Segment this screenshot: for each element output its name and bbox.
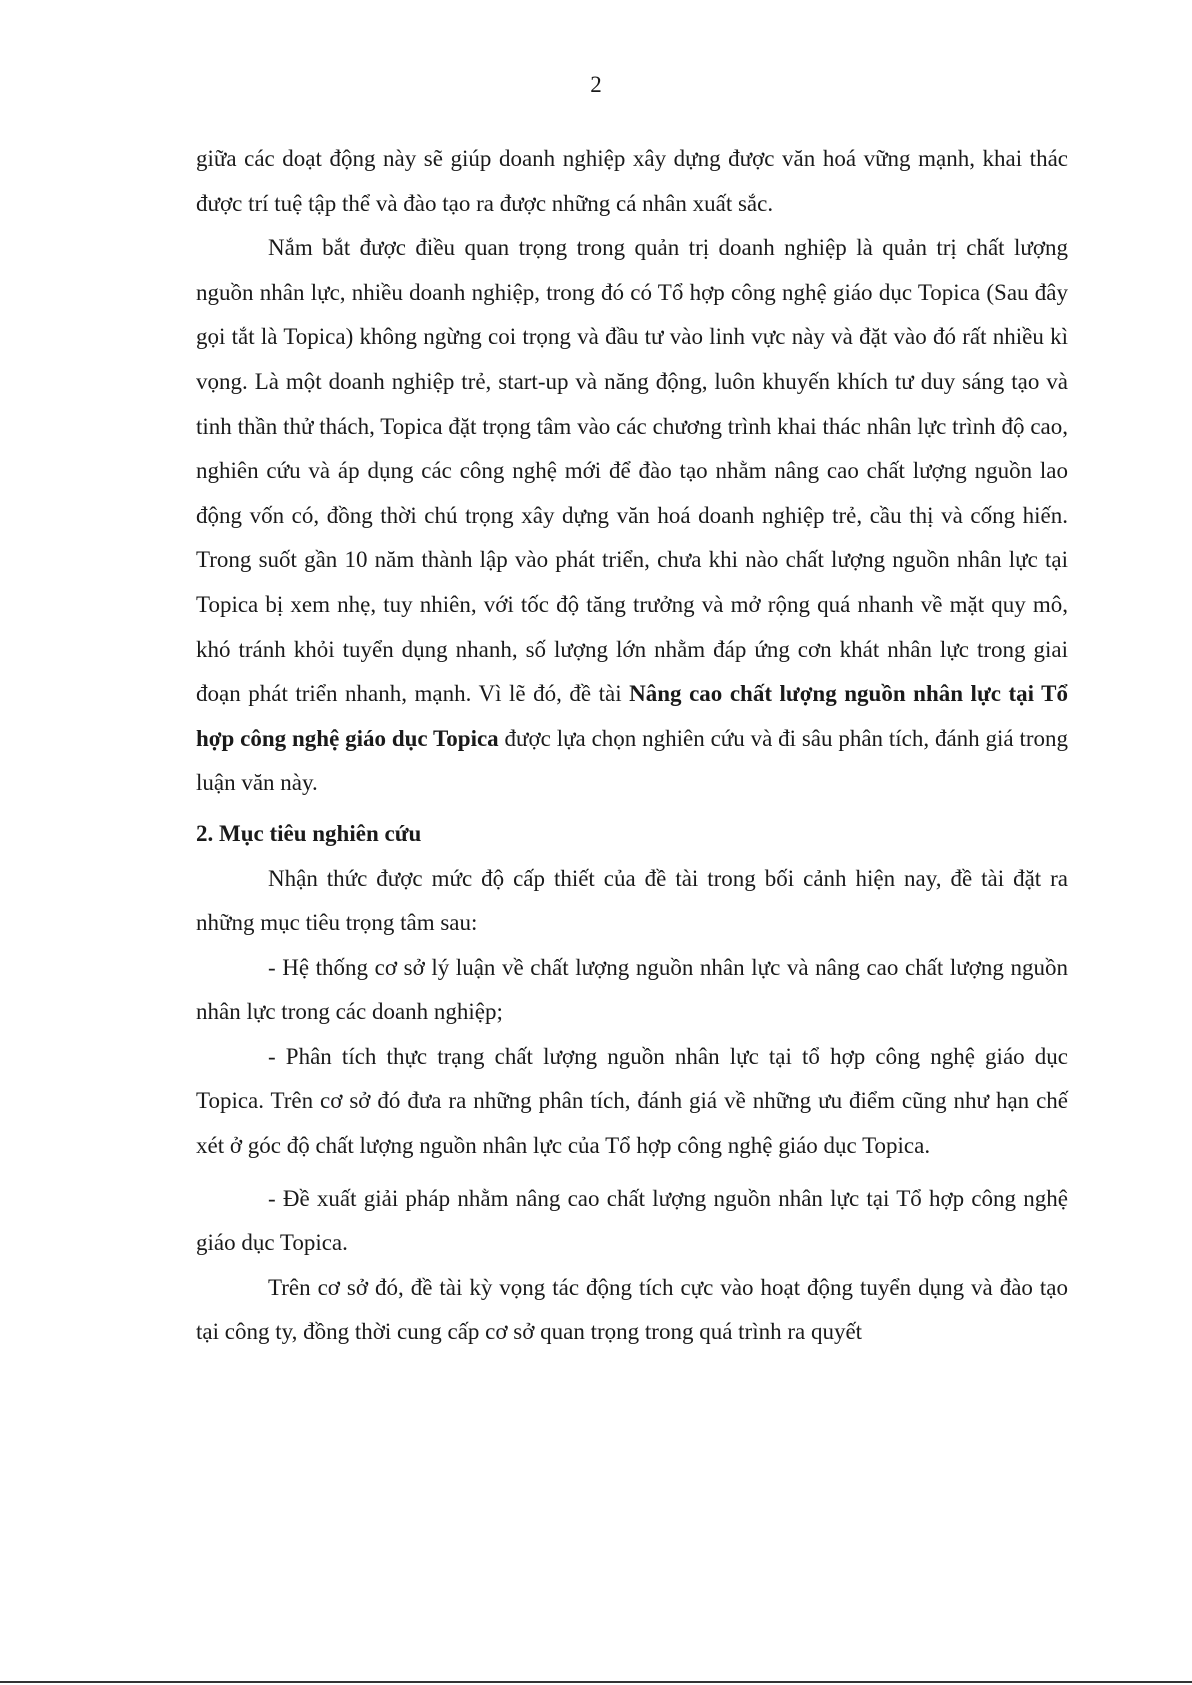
- objective-item-3: - Đề xuất giải pháp nhằm nâng cao chất lượng nguồn nhân lực tại Tổ hợp công nghệ giáo dục Topica.: [196, 1185, 1068, 1256]
- objective-item-1: - Hệ thống cơ sở lý luận về chất lượng nguồn nhân lực và nâng cao chất lượng nguồn nhân lực trong các doanh nghiệp;: [196, 954, 1068, 1025]
- page-bottom-border: [0, 1681, 1192, 1683]
- paragraph-context: [196, 226, 1068, 806]
- section-heading-research-objectives: 2. Mục tiêu nghiên cứu: [196, 820, 422, 846]
- paragraph-expectation: Trên cơ sở đó, đề tài kỳ vọng tác động tích cực vào hoạt động tuyển dụng và đào tạo tại công ty, đồng thời cung cấp cơ sở quan trọng trong quá trình ra quyết: [196, 1274, 1068, 1345]
- paragraph-context-text: Nắm bắt được điều quan trọng trong quản trị doanh nghiệp là quản trị chất lượng nguồn nhân lực, nhiều doanh nghiệp, trong đó có Tổ hợp công nghệ giáo dục Topica (Sau đây gọi tắt là Topica) không ngừng coi trọng và đầu tư vào linh vực này và đặt vào đó rất nhiều kì vọng. Là một doanh nghiệp trẻ, start-up và năng động, luôn khuyến khích tư duy sáng tạo và tinh thần thử thách, Topica đặt trọng tâm vào các chương trình khai thác nhân lực trình độ cao, nghiên cứu và áp dụng các công nghệ mới để đào tạo nhằm nâng cao chất lượng nguồn lao động vốn có, đồng thời chú trọng xây dựng văn hoá doanh nghiệp trẻ, cầu thị và cống hiến. Trong suốt gần 10 năm thành lập vào phát triển, chưa khi nào chất lượng nguồn nhân lực tại Topica bị xem nhẹ, tuy nhiên, với tốc độ tăng trưởng và mở rộng quá nhanh về mặt quy mô, khó tránh khỏi tuyển dụng nhanh, số lượng lớn nhằm đáp ứng cơn khát nhân lực trong giai đoạn phát triển nhanh, mạnh. Vì lẽ đó, đề tài: [196, 235, 1068, 707]
- document-body: [196, 137, 1068, 1355]
- paragraph-continued: giữa các doạt động này sẽ giúp doanh nghiệp xây dựng được văn hoá vững mạnh, khai thác được trí tuệ tập thể và đào tạo ra được những cá nhân xuất sắc.: [196, 146, 1068, 216]
- paragraph-context-tail: được lựa chọn nghiên cứu và đi sâu phân tích, đánh giá trong luận văn này.: [196, 725, 1068, 796]
- objective-item-2: - Phân tích thực trạng chất lượng nguồn nhân lực tại tổ hợp công nghệ giáo dục Topica. Trên cơ sở đó đưa ra những phân tích, đánh giá về những ưu điểm cũng như hạn chế xét ở góc độ chất lượng nguồn nhân lực của Tổ hợp công nghệ giáo dục Topica.: [196, 1043, 1068, 1159]
- thesis-title-bold: Nâng cao chất lượng nguồn nhân lực tại Tổ hợp công nghệ giáo dục Topica: [196, 681, 1068, 751]
- paragraph-objectives-intro: Nhận thức được mức độ cấp thiết của đề tài trong bối cảnh hiện nay, đề tài đặt ra những mục tiêu trọng tâm sau:: [196, 865, 1068, 936]
- page-number: 2: [590, 72, 602, 97]
